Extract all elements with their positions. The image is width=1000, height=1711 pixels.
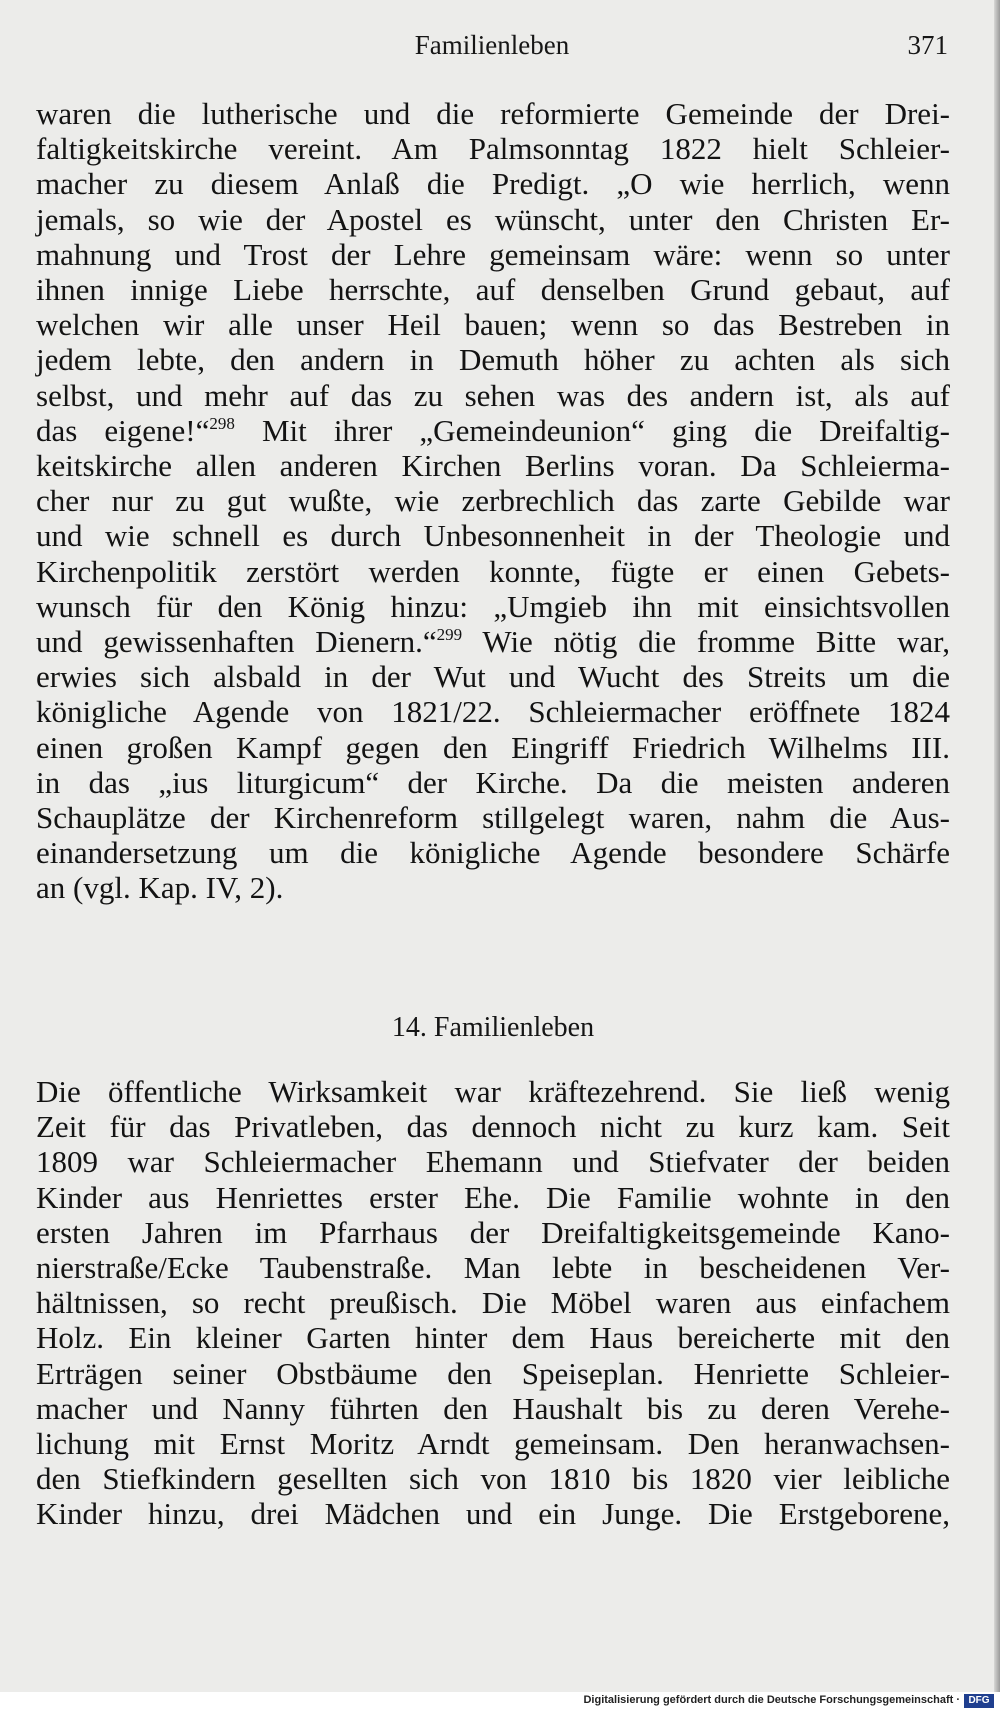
text-line: macher und Nanny führten den Haushalt bis zu deren Verehe- xyxy=(36,1390,950,1426)
paragraph-agende xyxy=(36,96,950,906)
text-line: in das „ius liturgicum“ der Kirche. Da die meisten anderen xyxy=(36,764,950,800)
text-fragment: Mit ihrer „Gemeindeunion“ ging die Dreifaltig- xyxy=(234,412,950,448)
text-line: ihnen innige Liebe herrschte, auf denselben Grund gebaut, auf xyxy=(36,272,950,308)
text-line: Schauplätze der Kirchenreform stillgelegt waren, nahm die Aus- xyxy=(36,800,950,836)
text-line: cher nur zu gut wußte, wie zerbrechlich das zarte Gebilde war xyxy=(36,483,950,519)
text-line: einen großen Kampf gegen den Eingriff Friedrich Wilhelms III. xyxy=(36,729,950,765)
funding-credit: Digitalisierung gefördert durch die Deutsche Forschungsgemeinschaft · xyxy=(583,1694,960,1706)
text-line: 1809 war Schleiermacher Ehemann und Stiefvater der beiden xyxy=(36,1144,950,1180)
text-fragment: Wie nötig die fromme Bitte war, xyxy=(462,624,951,660)
text-fragment: das eigene!“ xyxy=(36,412,210,448)
section-heading: 14. Familienleben xyxy=(391,1012,595,1043)
text-line: wunsch für den König hinzu: „Umgieb ihn mit einsichtsvollen xyxy=(36,588,950,624)
text-line: nierstraße/Ecke Taubenstraße. Man lebte in bescheidenen Ver- xyxy=(36,1250,950,1286)
text-line: jedem lebte, den andern in Demuth höher zu achten als sich xyxy=(36,342,950,378)
text-line: an (vgl. Kap. IV, 2). xyxy=(36,870,284,906)
page-number: 371 xyxy=(907,30,948,60)
text-line: faltigkeitskirche vereint. Am Palmsonntag 1822 hielt Schleier- xyxy=(36,131,950,167)
text-fragment: und gewissenhaften Dienern.“ xyxy=(36,624,437,660)
digitization-footer xyxy=(0,1692,1000,1711)
text-line: waren die lutherische und die reformierte Gemeinde der Drei- xyxy=(36,96,950,131)
text-line: hältnissen, so recht preußisch. Die Möbel waren aus einfachem xyxy=(36,1285,950,1321)
text-line: selbst, und mehr auf das zu sehen was des andern ist, als auf xyxy=(36,377,950,413)
footnote-marker-298[interactable]: 298 xyxy=(209,413,235,433)
text-line: königliche Agende von 1821/22. Schleiermacher eröffnete 1824 xyxy=(36,694,950,730)
text-line: einandersetzung um die königliche Agende besondere Schärfe xyxy=(36,835,950,871)
text-line: keitskirche allen anderen Kirchen Berlins voran. Da Schleierma- xyxy=(36,448,950,484)
running-head xyxy=(36,26,948,66)
text-line: Erträgen seiner Obstbäume den Speiseplan. Henriette Schleier- xyxy=(36,1355,950,1391)
dfg-logo: DFG xyxy=(964,1694,994,1708)
text-line: Zeit für das Privatleben, das dennoch nicht zu kurz kam. Seit xyxy=(36,1109,950,1145)
page-edge-shadow xyxy=(994,0,1000,1692)
text-line: Kinder aus Henriettes erster Ehe. Die Familie wohnte in den xyxy=(36,1179,950,1215)
text-line: jemals, so wie der Apostel es wünscht, unter den Christen Er- xyxy=(36,201,950,237)
text-line: und wie schnell es durch Unbesonnenheit in der Theologie und xyxy=(36,518,950,554)
text-line: Kirchenpolitik zerstört werden konnte, fügte er einen Gebets- xyxy=(36,553,950,589)
text-line: welchen wir alle unser Heil bauen; wenn so das Bestreben in xyxy=(36,307,950,343)
text-line: erwies sich alsbald in der Wut und Wucht des Streits um die xyxy=(36,659,950,695)
text-line: Kinder hinzu, drei Mädchen und ein Junge. Die Erstgeborene, xyxy=(36,1496,950,1532)
text-line: lichung mit Ernst Moritz Arndt gemeinsam. Den heranwachsen- xyxy=(36,1426,950,1462)
text-line-with-footnote xyxy=(36,413,950,448)
text-line: ersten Jahren im Pfarrhaus der Dreifaltigkeitsgemeinde Kano- xyxy=(36,1214,950,1250)
text-line: Holz. Ein kleiner Garten hinter dem Haus bereicherte mit den xyxy=(36,1320,950,1356)
text-line: Die öffentliche Wirksamkeit war kräftezehrend. Sie ließ wenig xyxy=(36,1074,950,1109)
text-line: den Stiefkindern gesellten sich von 1810 bis 1820 vier leibliche xyxy=(36,1461,950,1497)
paragraph-familienleben xyxy=(36,1074,950,1532)
text-line-with-footnote xyxy=(36,624,950,659)
footnote-marker-299[interactable]: 299 xyxy=(436,625,463,645)
text-line: macher zu diesem Anlaß die Predigt. „O wie herrlich, wenn xyxy=(36,166,950,202)
text-line: mahnung und Trost der Lehre gemeinsam wäre: wenn so unter xyxy=(36,236,950,272)
running-title: Familienleben xyxy=(414,30,570,60)
